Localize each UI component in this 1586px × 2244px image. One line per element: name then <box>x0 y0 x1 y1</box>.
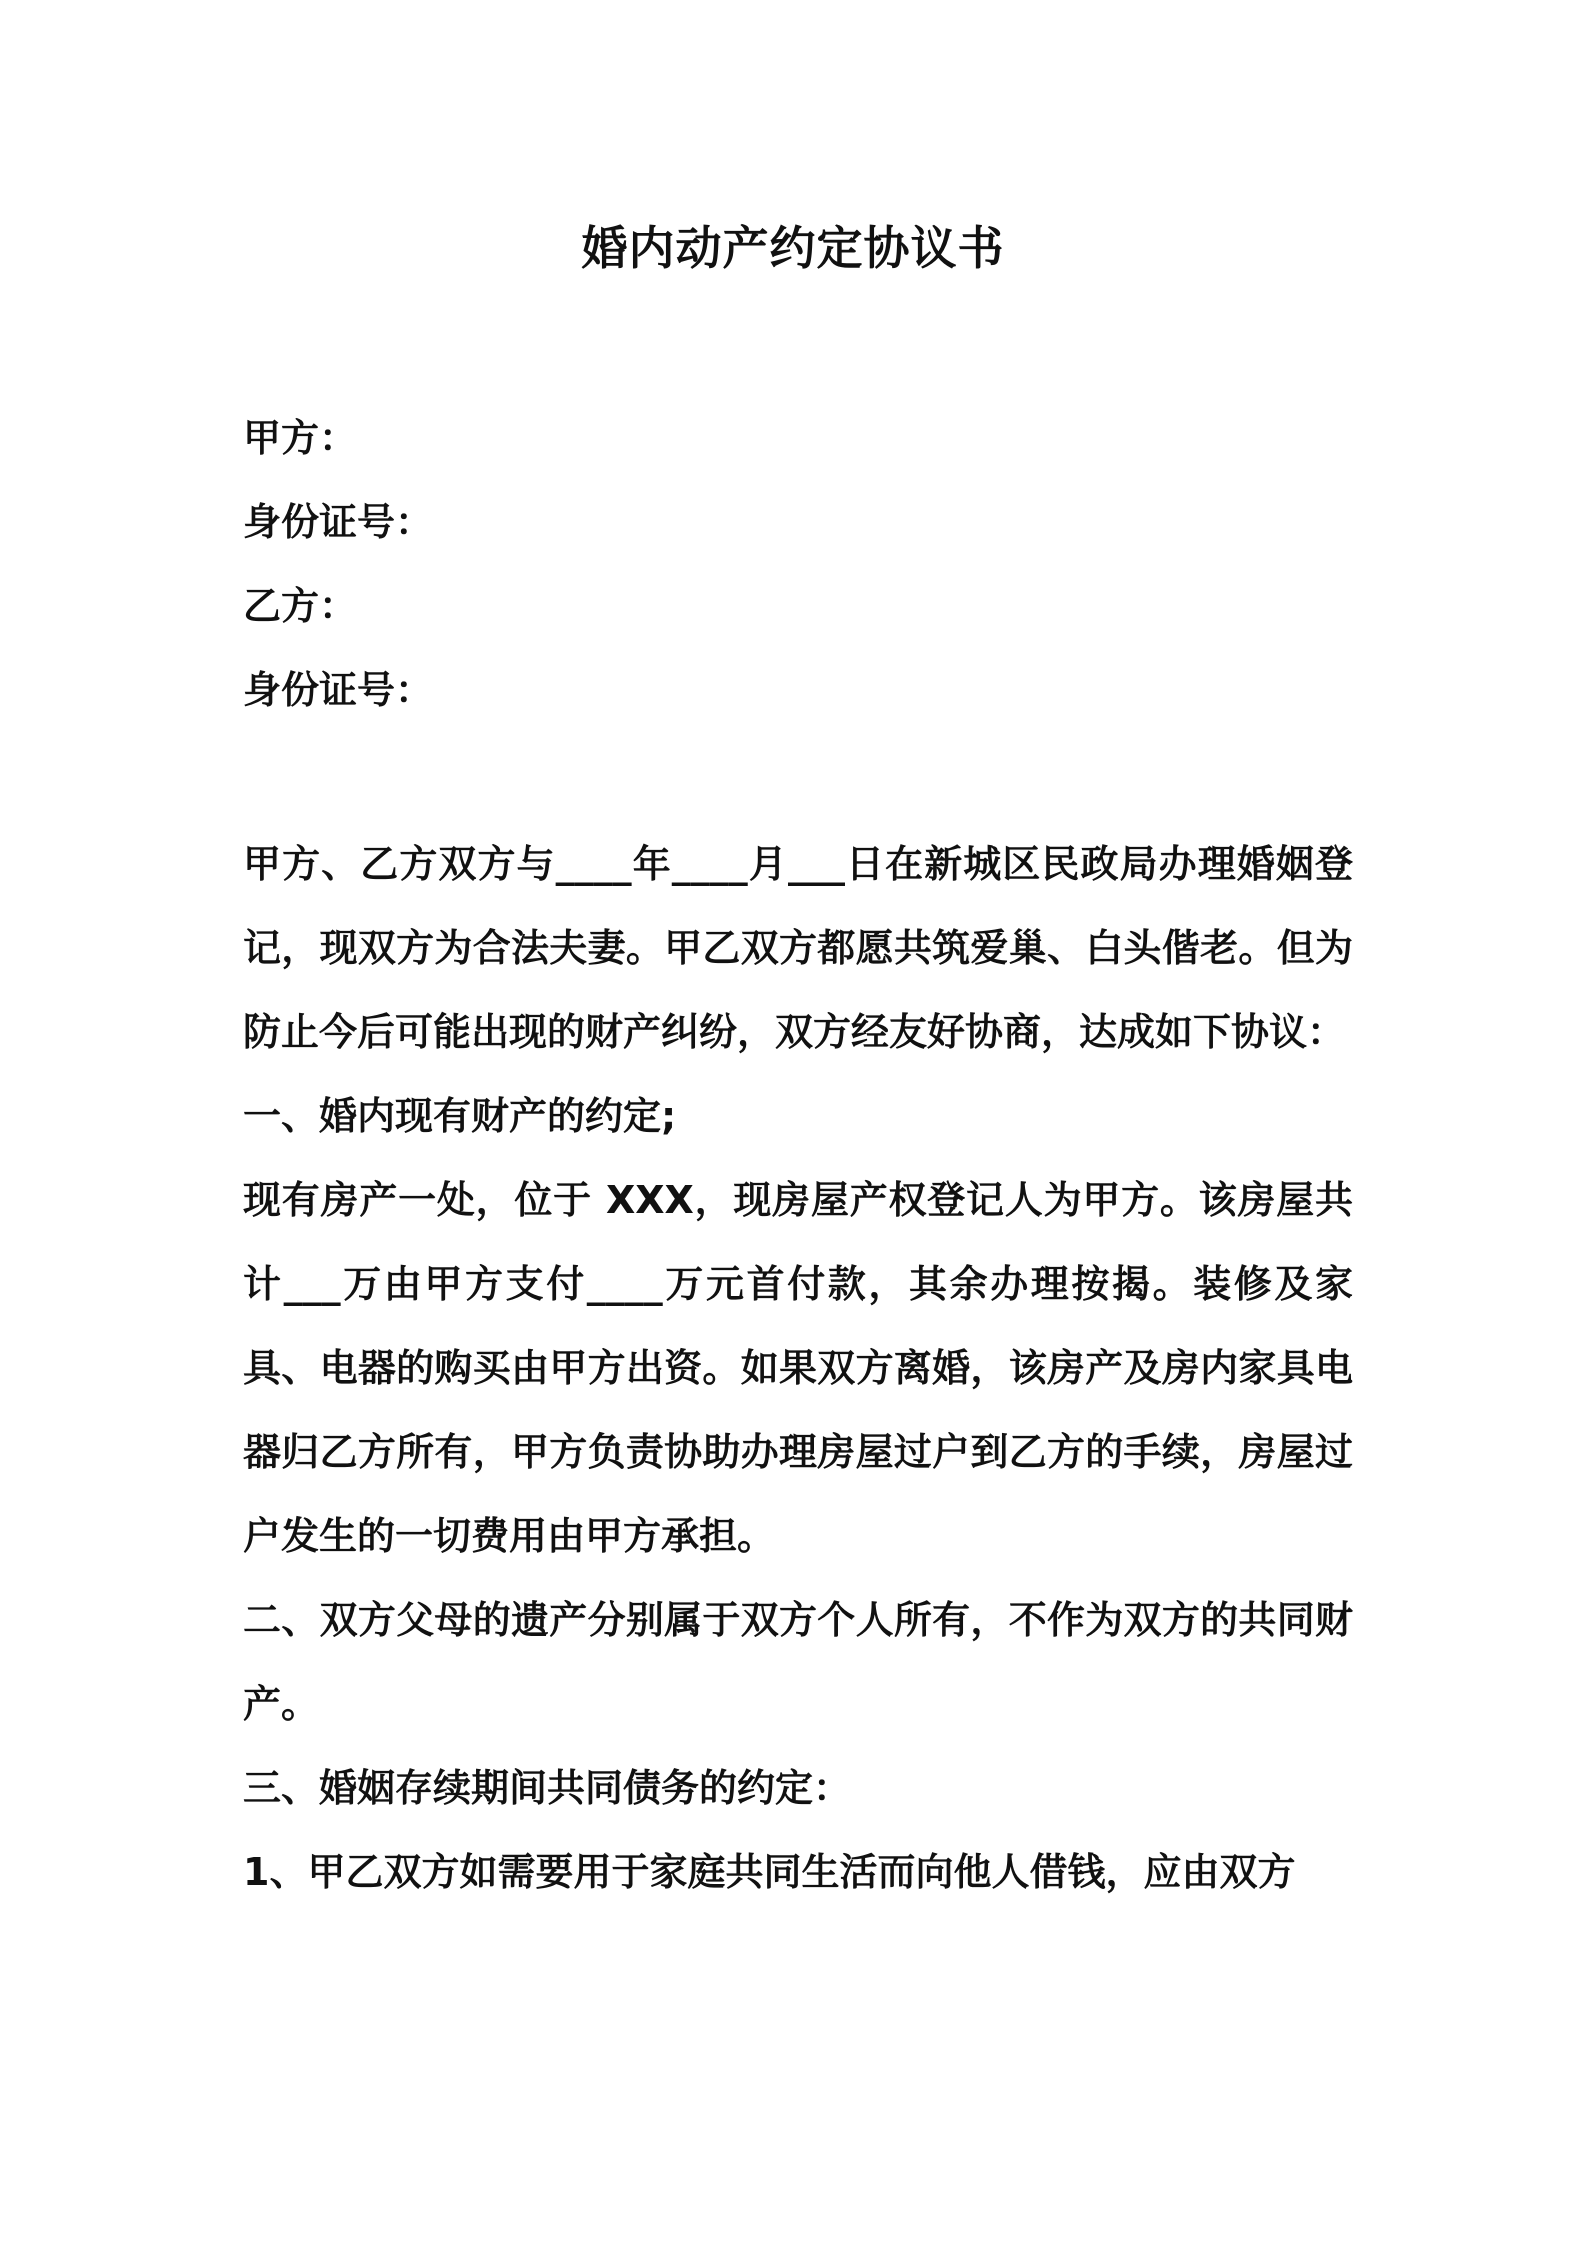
party-info-block <box>243 408 1353 744</box>
party-b-label: 乙方： <box>243 584 358 628</box>
party-a-id-label: 身份证号： <box>243 500 434 544</box>
clause-one-paragraph: 1、甲乙双方如需要用于家庭共同生活而向他人借钱，应由双方 <box>243 1850 1296 1894</box>
intro-paragraph: 甲方、乙方双方与____年____月___日在新城区民政局办理婚姻登记，现双方为合法夫妻。甲乙双方都愿共筑爱巢、白头偕老。但为防止今后可能出现的财产纠纷，双方经友好协商，达成如下协议： <box>243 842 1353 1054</box>
party-a-label: 甲方： <box>243 416 358 460</box>
party-b-id-label: 身份证号： <box>243 668 434 712</box>
document-title: 婚内动产约定协议书 <box>581 221 1005 275</box>
agreement-body <box>243 822 1353 1914</box>
section-two-paragraph: 二、双方父母的遗产分别属于双方个人所有，不作为双方的共同财产。 <box>243 1598 1353 1726</box>
section-one-heading: 一、婚内现有财产的约定; <box>243 1094 677 1138</box>
section-one-paragraph: 现有房产一处，位于 XXX，现房屋产权登记人为甲方。该房屋共计___万由甲方支付____万元首付款，其余办理按揭。装修及家具、电器的购买由甲方出资。如果双方离婚，该房产及房内家具电器归乙方所有，甲方负责协助办理房屋过户到乙方的手续，房屋过户发生的一切费用由甲方承担。 <box>243 1178 1353 1558</box>
section-three-heading: 三、婚姻存续期间共同债务的约定： <box>243 1766 852 1810</box>
